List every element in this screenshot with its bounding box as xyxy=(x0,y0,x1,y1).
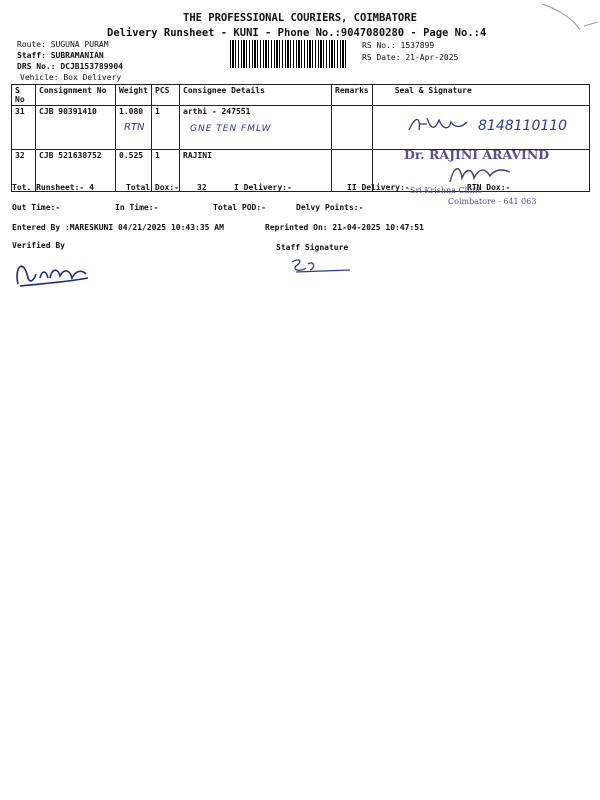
rs-date: RS Date: 21-Apr-2025 xyxy=(362,53,459,62)
drs-number: DRS No.: DCJB153789904 xyxy=(17,62,123,71)
company-title: THE PROFESSIONAL COURIERS, COIMBATORE xyxy=(183,12,417,24)
scan-mark xyxy=(540,0,600,40)
verified-by-label: Verified By xyxy=(12,241,65,250)
row-consignment: CJB 521638752 xyxy=(36,150,116,192)
total-dox-label: Total Dox:- xyxy=(126,183,179,192)
handwritten-rtn: RTN xyxy=(124,122,145,133)
col-remarks-header: Remarks xyxy=(332,85,373,106)
verifier-signature xyxy=(10,256,92,290)
col-sno-header: S No xyxy=(12,85,36,106)
in-time: In Time:- xyxy=(115,203,159,212)
row-weight: 1.080 xyxy=(116,106,152,150)
staff-label: Staff: SUBRAMANIAN xyxy=(17,51,104,60)
barcode-image xyxy=(230,40,346,68)
row-remarks xyxy=(332,106,373,150)
vehicle-label: Vehicle: Box Delivery xyxy=(20,73,122,82)
col-pcs-header: PCS xyxy=(152,85,180,106)
total-dox-value: 32 xyxy=(197,183,207,192)
delvy-points: Delvy Points:- xyxy=(296,203,364,212)
row-sno: 31 xyxy=(12,106,36,150)
row-consignee: RAJINI xyxy=(180,150,332,192)
staff-signature xyxy=(286,256,356,276)
row-consignee: arthi - 247551 xyxy=(180,106,332,150)
route-label: Route: SUGUNA PURAM xyxy=(17,40,109,49)
entered-by: Entered By :MARESKUNI 04/21/2025 10:43:35 AM xyxy=(12,223,224,232)
rs-number: RS No.: 1537899 xyxy=(362,41,435,50)
rtn-dox: RTN Dox:- xyxy=(467,183,511,192)
out-time: Out Time:- xyxy=(12,203,61,212)
tot-runsheet: Tot. Runsheet:- 4 xyxy=(12,183,94,192)
row-sno: 32 xyxy=(12,150,36,192)
stamp-line1: Sri Krishna Clinic xyxy=(410,186,482,195)
col-consignee-header: Consignee Details xyxy=(180,85,332,106)
i-delivery: I Delivery:- xyxy=(234,183,292,192)
ii-delivery: II Delivery:- xyxy=(347,183,410,192)
stamp-name: Dr. RAJINI ARAVIND xyxy=(404,147,550,162)
total-pod: Total POD:- xyxy=(213,203,266,212)
staff-signature-label: Staff Signature xyxy=(276,243,349,252)
row-pcs: 1 xyxy=(152,106,180,150)
row-weight: 0.525 xyxy=(116,150,152,192)
row-consignment: CJB 90391410 xyxy=(36,106,116,150)
handwritten-phone: 8148110110 xyxy=(478,118,568,134)
col-weight-header: Weight xyxy=(116,85,152,106)
handwritten-remark: GNE TEN FMLW xyxy=(190,124,272,134)
col-seal-header: Seal & Signature xyxy=(372,85,589,106)
reprinted-on: Reprinted On: 21-04-2025 10:47:51 xyxy=(265,223,424,232)
runsheet-subtitle: Delivery Runsheet - KUNI - Phone No.:9047080280 - Page No.:4 xyxy=(107,27,487,39)
table-header-row xyxy=(12,85,590,106)
receiver-signature xyxy=(405,112,475,136)
col-consignment-header: Consignment No xyxy=(36,85,116,106)
stamp-line2: Coimbatore - 641 063 xyxy=(448,197,537,206)
row-pcs: 1 xyxy=(152,150,180,192)
